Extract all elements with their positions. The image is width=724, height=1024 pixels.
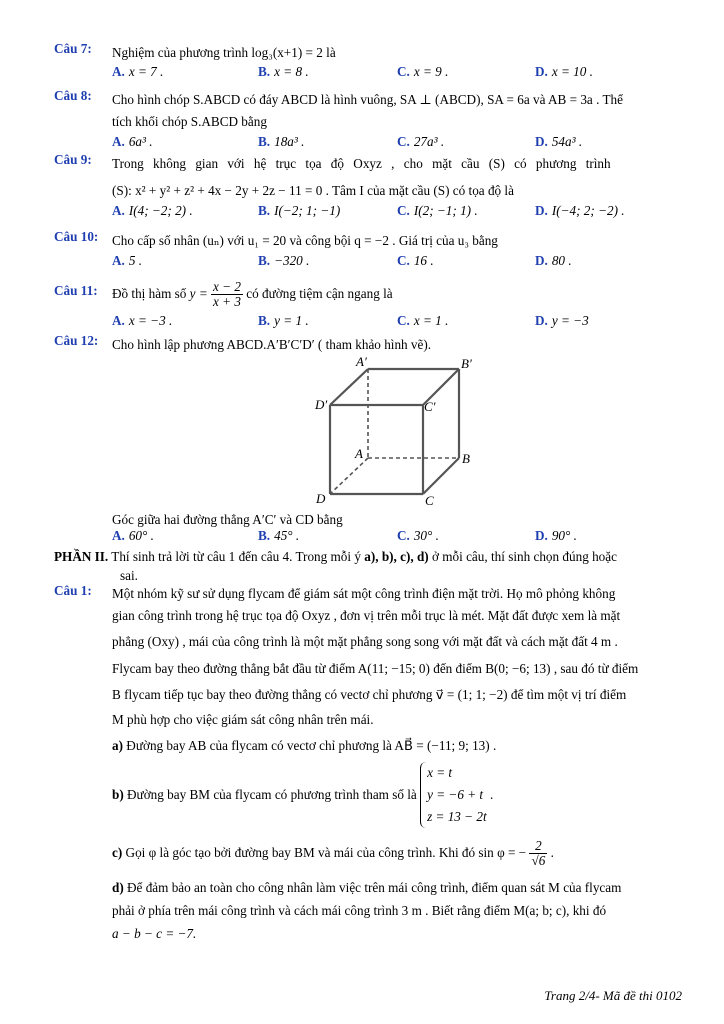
label-d1: D′ <box>315 397 328 412</box>
item-a[interactable]: a) Đường bay AB của flycam có vectơ chỉ phương là AB⃗ = (−11; 9; 13) . <box>112 738 497 753</box>
question-stem-2: Góc giữa hai đường thẳng A′C′ và CD bằng <box>112 512 343 527</box>
option-d[interactable]: D. I(−4; 2; −2) . <box>535 203 625 218</box>
options <box>112 253 684 273</box>
options <box>112 64 684 84</box>
option-c[interactable]: C. 30° . <box>397 528 439 543</box>
option-c[interactable]: C. I(2; −1; 1) . <box>397 203 478 218</box>
option-d[interactable]: D. 90° . <box>535 528 577 543</box>
label-c: C <box>425 493 434 508</box>
part-2-instructions <box>54 547 684 585</box>
label-b1: B′ <box>461 356 472 371</box>
question-stem: Nghiệm của phương trình log₃(x+1) = 2 là <box>112 45 336 60</box>
option-b[interactable]: B. y = 1 . <box>258 313 309 328</box>
part-2-text-3: sai. <box>120 568 138 583</box>
option-c[interactable]: C. x = 1 . <box>397 313 449 328</box>
options <box>112 528 684 548</box>
option-a[interactable]: A. x = 7 . <box>112 64 164 79</box>
question-number: Câu 12: <box>54 333 99 348</box>
option-d[interactable]: D. 80 . <box>535 253 572 268</box>
item-d[interactable]: d) Để đảm bảo an toàn cho công nhân làm việc trên mái công trình, điểm quan sát M của flycam phải ở phía trên mái công trình và cách mái công trình 3 m . Biết rằng điểm M(a; b; c), khi đó a − b − c = −7. <box>112 880 622 942</box>
question-stem: Cho hình lập phương ABCD.A′B′C′D′ ( tham khảo hình vẽ). <box>112 337 432 352</box>
question-stem-line-2: tích khối chóp S.ABCD bằng <box>112 114 267 129</box>
option-c[interactable]: C. 27a³ . <box>397 134 445 149</box>
part-2-items: a), b), c), d) <box>364 549 429 564</box>
page-footer: Trang 2/4- Mã đề thi 0102 <box>544 988 682 1003</box>
options <box>112 134 684 154</box>
parametric-system <box>420 762 487 828</box>
edge-d1-a1 <box>330 369 368 405</box>
cube-figure <box>310 355 480 510</box>
question-stem <box>112 277 684 311</box>
stem-pre: Đồ thị hàm số <box>112 286 187 301</box>
question-9 <box>54 152 684 223</box>
option-a[interactable]: A. 60° . <box>112 528 154 543</box>
question-10 <box>54 229 684 273</box>
option-b[interactable]: B. −320 . <box>258 253 310 268</box>
question-number: Câu 11: <box>54 283 98 298</box>
option-b[interactable]: B. I(−2; 1; −1) <box>258 203 341 218</box>
question-number: Câu 10: <box>54 229 99 244</box>
label-a: A <box>355 446 363 461</box>
body-line-5: B flycam tiếp tục bay theo đường thẳng có vectơ chỉ phương v⃗ = (1; 1; −2) để tìm một vị trí điểm <box>112 687 627 702</box>
part-2-heading: PHẦN II. <box>54 549 109 564</box>
question-12-cont <box>54 508 684 548</box>
question-number: Câu 7: <box>54 41 92 56</box>
fraction <box>211 280 243 309</box>
question-12 <box>54 333 684 357</box>
body-line-1: Một nhóm kỹ sư sử dụng flycam để giám sát một công trình điện mặt trời. Họ mô phỏng không <box>112 586 616 601</box>
option-a[interactable]: A. I(4; −2; 2) . <box>112 203 193 218</box>
options <box>112 313 684 333</box>
question-stem-line-1: Trong không gian với hệ trục tọa độ Oxyz , cho mặt cầu (S) có phương trình <box>112 156 611 171</box>
eq-x: x = t <box>427 765 453 780</box>
item-c[interactable]: c) Gọi φ là góc tạo bởi đường bay BM và mái của công trình. Khi đó sin φ = − $\frac{2}{√6}$ . <box>112 838 554 869</box>
option-d[interactable]: D. 54a³ . <box>535 134 583 149</box>
question-number: Câu 1: <box>54 583 92 598</box>
question-stem-line-2: (S): x² + y² + z² + 4x − 2y + 2z − 11 = 0 . Tâm I của mặt cầu (S) có tọa độ là <box>112 183 514 198</box>
option-b[interactable]: B. x = 8 . <box>258 64 309 79</box>
part-2-text-2: ở mỗi câu, thí sinh chọn đúng hoặc <box>432 549 617 564</box>
numerator: x − 2 <box>213 279 241 295</box>
edge-b-c <box>423 458 459 494</box>
function-lhs: y = <box>189 286 208 301</box>
option-a[interactable]: A. x = −3 . <box>112 313 173 328</box>
eq-z: z = 13 − 2t <box>427 809 487 824</box>
stem-post: có đường tiệm cận ngang là <box>246 286 393 301</box>
fraction: $\frac{2}{√6}$ <box>531 838 546 869</box>
option-d[interactable]: D. y = −3 <box>535 313 589 328</box>
denominator: x + 3 <box>213 294 241 310</box>
question-number: Câu 8: <box>54 88 92 103</box>
option-d[interactable]: D. x = 10 . <box>535 64 593 79</box>
part-2-question-1 <box>54 583 684 945</box>
option-a[interactable]: A. 5 . <box>112 253 143 268</box>
part-2-text-1: Thí sinh trả lời từ câu 1 đến câu 4. Trong mỗi ý <box>111 549 361 564</box>
label-a1: A′ <box>356 355 367 369</box>
question-body <box>112 583 684 730</box>
body-line-4: Flycam bay theo đường thẳng bắt đầu từ điểm A(11; −15; 0) đến điểm B(0; −6; 13) , sau đó từ điểm <box>112 660 639 676</box>
question-number: Câu 9: <box>54 152 92 167</box>
eq-y: y = −6 + t <box>427 787 484 802</box>
label-c1: C′ <box>424 399 436 414</box>
body-line-3: phẳng (Oxy) , mái của công trình là một mặt phẳng song song với mặt đất và cách mặt đất 4 m . <box>112 634 618 649</box>
body-line-6: M phù hợp cho việc giám sát công nhân trên mái. <box>112 711 374 727</box>
label-d: D <box>316 491 326 506</box>
question-11 <box>54 277 684 333</box>
option-b[interactable]: B. 18a³ . <box>258 134 305 149</box>
option-a[interactable]: A. 6a³ . <box>112 134 153 149</box>
options <box>112 203 684 223</box>
option-c[interactable]: C. 16 . <box>397 253 434 268</box>
hidden-edge-a-d <box>330 458 368 494</box>
item-b[interactable]: b) Đường bay BM của flycam có phương trình tham số là x = t y = −6 + t z = 13 − 2t . <box>112 762 684 828</box>
question-stem: Cho cấp số nhân (uₙ) với u₁ = 20 và công bội q = −2 . Giá trị của u₃ bằng <box>112 233 498 248</box>
body-line-2: gian công trình trong hệ trục tọa độ Oxyz , đơn vị trên mỗi trục là mét. Mặt đất được xem là mặt <box>112 607 621 623</box>
option-c[interactable]: C. x = 9 . <box>397 64 449 79</box>
option-b[interactable]: B. 45° . <box>258 528 300 543</box>
question-stem-line-1: Cho hình chóp S.ABCD có đáy ABCD là hình vuông, SA ⊥ (ABCD), SA = 6a và AB = 3a . Thể <box>112 92 623 107</box>
question-7 <box>54 41 684 84</box>
question-8 <box>54 88 684 154</box>
label-b: B <box>462 451 470 466</box>
